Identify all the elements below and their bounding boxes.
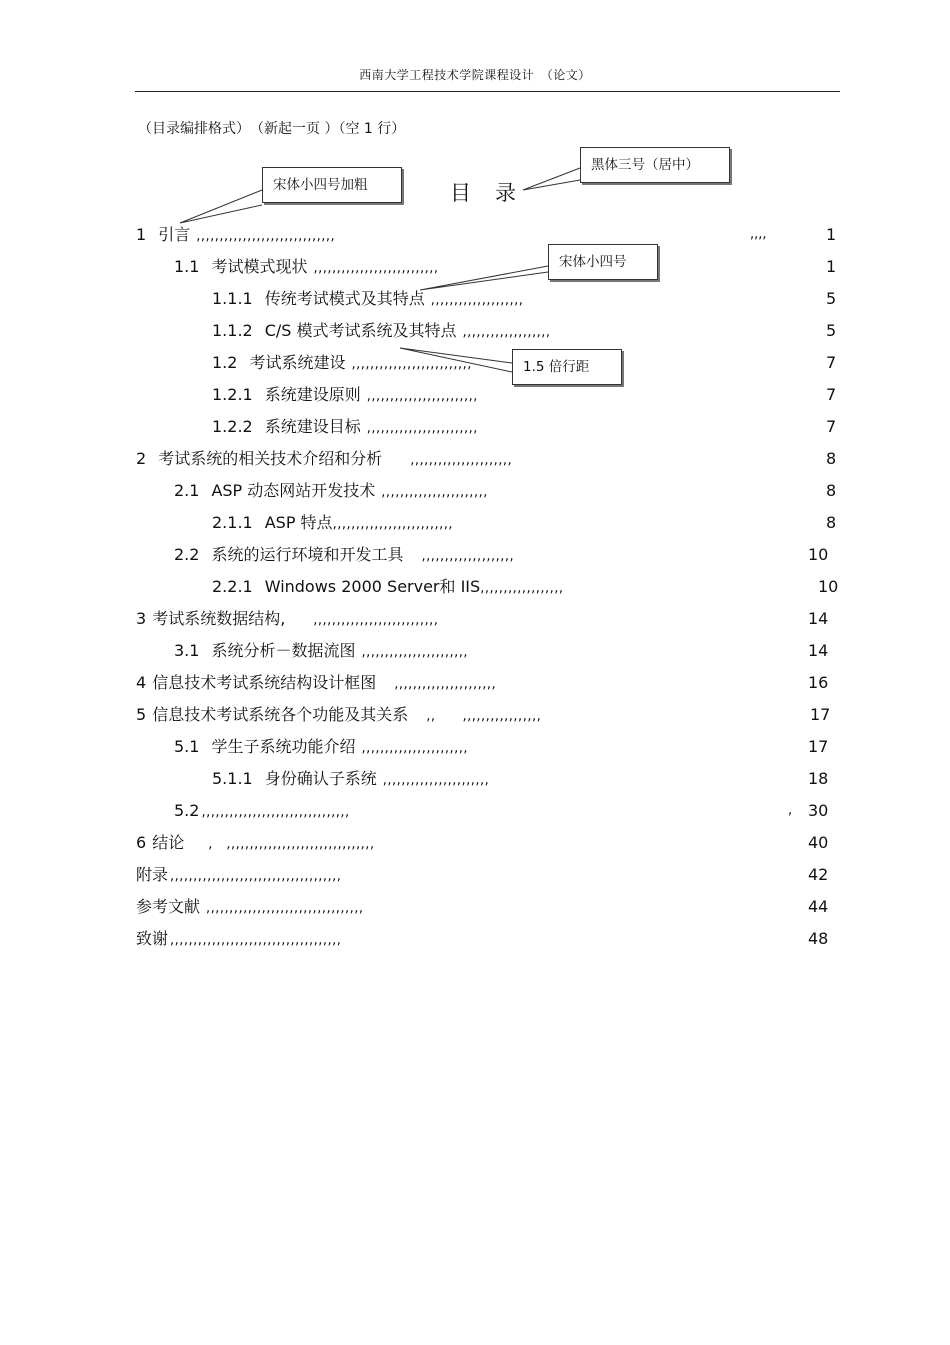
toc-num: 4 (136, 673, 147, 692)
toc-num: 2.2 (174, 545, 200, 564)
toc-num: 2 (136, 449, 147, 468)
toc-dots: ,,,,,,,,,,,,,,,,,,,,,,, (361, 741, 469, 756)
page-header: 西南大学工程技术学院课程设计 （论文） (359, 68, 591, 82)
toc-row (136, 673, 496, 695)
toc-page: 17 (810, 705, 831, 724)
toc-row (136, 897, 364, 919)
toc-row (136, 449, 512, 471)
toc-row (136, 609, 438, 631)
toc-row (212, 417, 478, 439)
toc-dots: ,,,,,,,,,,,,,,,,,,,,,, (410, 453, 513, 468)
toc-num: 2.2.1 (212, 577, 253, 596)
toc-text: 传统考试模式及其特点 (264, 289, 425, 308)
toc-text: 学生子系统功能介绍 (211, 737, 356, 756)
toc-page: 14 (808, 609, 829, 628)
callout-songti: 宋体小四号 (548, 244, 658, 280)
toc-row (174, 641, 468, 663)
toc-page: 30 (808, 801, 829, 820)
toc-text: 考试系统建设 (249, 353, 346, 372)
toc-row (174, 257, 439, 279)
toc-page: 5 (826, 289, 837, 308)
toc-dots: ,,,,,,,,,,,,,,,,,,,,,,,,,,,,,,,, (201, 805, 350, 820)
toc-page: 8 (826, 481, 837, 500)
toc-dots: ,,,,,,,,,,,,,,,,,,,,,,,,,, (351, 357, 472, 372)
toc-row (136, 225, 335, 247)
callout-heiti: 黑体三号（居中） (580, 147, 730, 183)
toc-text: 考试模式现状 (211, 257, 308, 276)
toc-page: 7 (826, 385, 837, 404)
toc-num: 5.2 (174, 801, 200, 820)
toc-dots: ,,,,,,,,,,,,,,,,,,,,,,,,,,,,,,,,,,,,, (170, 869, 342, 884)
callout-songti-bold: 宋体小四号加粗 (262, 167, 402, 203)
toc-page: 14 (808, 641, 829, 660)
toc-dots: ,,,,,,,,,,,,,,,,,,,,,, (394, 677, 497, 692)
toc-text: 附录 (136, 865, 169, 884)
toc-num: 1.1.2 (212, 321, 253, 340)
toc-num: 2.1 (174, 481, 200, 500)
toc-page: 5 (826, 321, 837, 340)
format-note: （目录编排格式） （新起一页 ）（空 1 行） (138, 121, 406, 137)
toc-num: 5 (136, 705, 147, 724)
toc-text: 参考文献 (136, 897, 201, 916)
toc-dots: ,,,,,,,,,,,,,,,,,, (480, 581, 564, 596)
toc-dots: ,,,,,,,,,,,,,,,,,,, (462, 325, 551, 340)
toc-row (212, 769, 489, 791)
toc-page: 1 (826, 225, 837, 244)
toc-dots: , ,,,,,,,,,,,,,,,,,,,,,,,,,,,,,,,, (208, 837, 375, 852)
toc-dots: ,,,,,,,,,,,,,,,,,,,,,,,,,,, (313, 261, 439, 276)
toc-text: C/S 模式考试系统及其特点 (264, 321, 457, 340)
toc-dots: ,,,,,,,,,,,,,,,,,,,,,,, (361, 645, 469, 660)
toc-text: 结论 (152, 833, 185, 852)
toc-row (212, 353, 472, 375)
toc-text: 系统建设目标 (264, 417, 361, 436)
toc-dots: ,,,,,,,,,,,,,,,,,,,,,,,,,,,,,,,,,,,,, (170, 933, 342, 948)
toc-page: 7 (826, 353, 837, 372)
toc-dots: ,,,,,,,,,,,,,,,,,,,,,,,,,, (332, 517, 454, 532)
toc-dots: ,, ,,,,,,,,,,,,,,,,, (426, 709, 542, 724)
toc-row (136, 865, 341, 887)
toc-dots: ,,,,,,,,,,,,,,,,,,,,,,,, (366, 389, 478, 404)
toc-text: 系统分析－数据流图 (211, 641, 356, 660)
toc-text: 考试系统的相关技术介绍和分析 (158, 449, 383, 468)
toc-dots: ,,,,,,,,,,,,,,,,,,,,,,, (382, 773, 490, 788)
toc-page: 1 (826, 257, 837, 276)
header-rule (135, 91, 840, 92)
toc-row (174, 545, 514, 567)
toc-dots: ,,,,,,,,,,,,,,,,,,,,,,, (381, 485, 488, 500)
toc-text: 信息技术考试系统各个功能及其关系 (152, 705, 409, 724)
toc-num: 6 (136, 833, 147, 852)
toc-num: 1 (136, 225, 147, 244)
toc-num: 1.1 (174, 257, 200, 276)
toc-page: 48 (808, 929, 829, 948)
toc-num: 1.2.1 (212, 385, 253, 404)
toc-page: 44 (808, 897, 829, 916)
toc-page: 42 (808, 865, 829, 884)
toc-row (212, 577, 564, 599)
toc-num: 1.2 (212, 353, 238, 372)
toc-dots: ,,,,,,,,,,,,,,,,,,,,,,,, (366, 421, 478, 436)
toc-row (136, 705, 541, 727)
toc-page: 10 (808, 545, 829, 564)
toc-page: 18 (808, 769, 829, 788)
toc-text: ASP 动态网站开发技术 (211, 481, 376, 500)
toc-row (212, 321, 551, 343)
toc-dots: ,,,,,,,,,,,,,,,,,,,, (421, 549, 515, 564)
toc-extra-dots: ,,,, (750, 227, 767, 242)
toc-row (136, 833, 375, 855)
toc-row (212, 385, 478, 407)
toc-num: 5.1.1 (212, 769, 253, 788)
toc-text: Windows 2000 Server和 IIS (264, 577, 481, 596)
toc-text: 引言 (158, 225, 191, 244)
toc-text: ASP 特点 (264, 513, 333, 532)
toc-num: 2.1.1 (212, 513, 253, 532)
callout-spacing: 1.5 倍行距 (512, 349, 622, 385)
toc-page: 17 (808, 737, 829, 756)
toc-title: 目录 (450, 181, 540, 205)
toc-dots: ,,,,,,,,,,,,,,,,,,,,,,,,,,,,,,,,,, (206, 901, 364, 916)
toc-row (212, 289, 523, 311)
toc-row (174, 801, 350, 823)
toc-row (212, 513, 453, 535)
toc-page: 10 (818, 577, 839, 596)
toc-page: 8 (826, 449, 837, 468)
toc-row (136, 929, 341, 951)
toc-num: 3.1 (174, 641, 200, 660)
toc-num: 3 (136, 609, 147, 628)
toc-page: 40 (808, 833, 829, 852)
toc-dots: ,,,,,,,,,,,,,,,,,,,,,,,,,,, (313, 613, 439, 628)
toc-page: 16 (808, 673, 829, 692)
toc-dots: ,,,,,,,,,,,,,,,,,,,, (430, 293, 524, 308)
toc-dots: ,,,,,,,,,,,,,,,,,,,,,,,,,,,,,, (196, 229, 336, 244)
toc-num: 1.1.1 (212, 289, 253, 308)
toc-text: 致谢 (136, 929, 169, 948)
toc-text: 系统建设原则 (264, 385, 361, 404)
toc-num: 1.2.2 (212, 417, 253, 436)
toc-num: 5.1 (174, 737, 200, 756)
toc-text: 系统的运行环境和开发工具 (211, 545, 404, 564)
toc-row (174, 737, 468, 759)
toc-page: 7 (826, 417, 837, 436)
toc-text: 身份确认子系统 (264, 769, 377, 788)
toc-page: 8 (826, 513, 837, 532)
toc-text: 考试系统数据结构, (152, 609, 286, 628)
toc-row (174, 481, 488, 503)
toc-text: 信息技术考试系统结构设计框图 (152, 673, 377, 692)
toc-extra-dots: , (788, 803, 793, 818)
